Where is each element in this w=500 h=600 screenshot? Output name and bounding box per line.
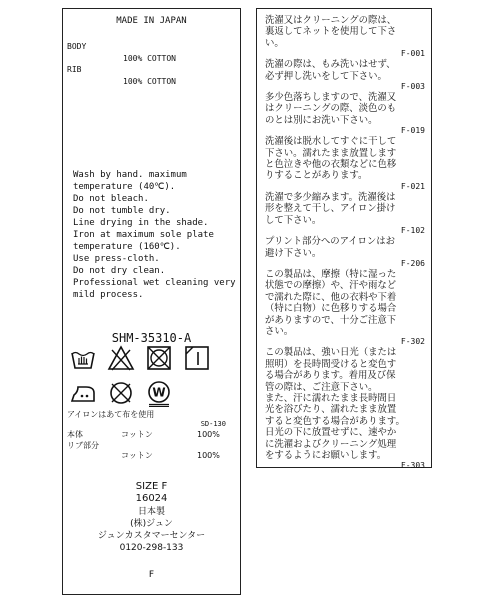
iron-medium-icon [69,379,97,407]
warning-paragraph: この製品は、強い日光（または 照明）を長時間受けると変色す る場合があります。着用及び保 管の際は、ご注意下さい。 また、汗に濡れたまま長時間日 光を浴びたり、濡れたまま放置 すると変色する場合があります。 日光の下に放置せずに、速やか に洗濯およびクリーニング処理 をするようにお願いします。 [265,347,405,461]
care-line: temperature (160℃). [73,242,181,252]
warning-code: F-003 [400,82,425,92]
size-text: SIZE F [135,481,168,492]
rib-label: RIB [67,65,82,74]
company-name: (株)ジュン [130,519,173,529]
care-label-left [62,8,241,595]
jp-body-fiber: コットン [121,430,153,439]
jp-rib-percent: 100% [197,451,220,460]
warning-paragraph: プリント部分へのアイロンはお 避け下さい。 [265,236,396,259]
warning-code: F-302 [400,337,425,347]
svg-text:W: W [152,385,166,400]
warning-code: F-206 [400,258,425,268]
care-line: Iron at maximum sole plate [73,230,214,240]
no-bleach-icon [107,344,135,372]
care-line: Do not bleach. [73,194,149,204]
care-line: temperature (40℃). [73,182,176,192]
made-in-japan-jp: 日本製 [137,507,165,517]
body-fiber: 100% COTTON [123,54,176,63]
customer-center: ジュンカスタマーセンター [97,531,206,541]
iron-note: アイロンはあて布を使用 [67,410,155,419]
warning-code: F-019 [400,126,425,136]
shade-line-dry-icon [183,344,211,372]
warning-paragraph: 洗濯の際は、もみ洗いはせず、 必ず押し洗いをして下さい。 [265,59,396,82]
phone-number: 0120-298-133 [119,543,184,553]
jp-body-percent: 100% [197,430,220,439]
care-line: Professional wet cleaning very [73,278,236,288]
warning-paragraph: この製品は、摩擦（特に湿った 状態での摩擦）や、汗や雨など で濡れた際に、他の衣料や下着 （特に白物）に色移りする場合 がありますので、十分ご注意下 さい。 [265,268,397,337]
warning-paragraph: 洗濯で多少縮みます。洗濯後は 形を整えて干し、アイロン掛け して下さい。 [265,191,396,226]
care-label-right [256,8,432,471]
care-line: Use press-cloth. [73,254,160,264]
care-line: Line drying in the shade. [73,218,209,228]
warning-paragraph: 多少色落ちしますので、洗濯又 はクリーニングの際、淡色のも のとは別にお洗い下さい。 [265,92,397,126]
jp-body-label: 本体 [67,430,83,439]
rib-fiber: 100% COTTON [123,77,176,86]
made-in-text: MADE IN JAPAN [116,16,187,26]
care-line: Wash by hand. maximum [73,170,187,180]
warning-code: F-001 [400,49,425,59]
care-line: mild process. [73,290,144,300]
warning-code: F-102 [400,226,425,236]
jp-rib-fiber: コットン [121,451,153,460]
care-instructions [73,169,236,301]
hand-wash-icon [69,344,97,372]
warning-code: F-021 [400,181,425,191]
warning-paragraph: 洗濯後は脱水してすぐに干して 下さい。濡れたまま放置します と色泣きや他の衣類などに色移 りすることがあります。 [265,136,397,182]
no-tumble-dry-icon [145,344,173,372]
warning-text [265,15,425,471]
care-line: Do not tumble dry. [73,206,171,216]
no-dry-clean-icon [107,379,135,407]
warning-paragraph: 洗濯又はクリーニングの際は、 裏返してネットを使用して下さ い。 [265,15,397,49]
item-number: 16024 [135,493,168,504]
warning-code: F-303 [400,461,425,471]
jp-rib-label: リブ部分 [67,441,99,450]
footer-mark: F [148,570,155,580]
product-code: SHM-35310-A [111,331,192,345]
wet-clean-mild-icon [145,379,173,407]
care-line: Do not dry clean. [73,266,166,276]
sd-code: SD-130 [200,420,226,428]
body-label: BODY [67,42,87,51]
